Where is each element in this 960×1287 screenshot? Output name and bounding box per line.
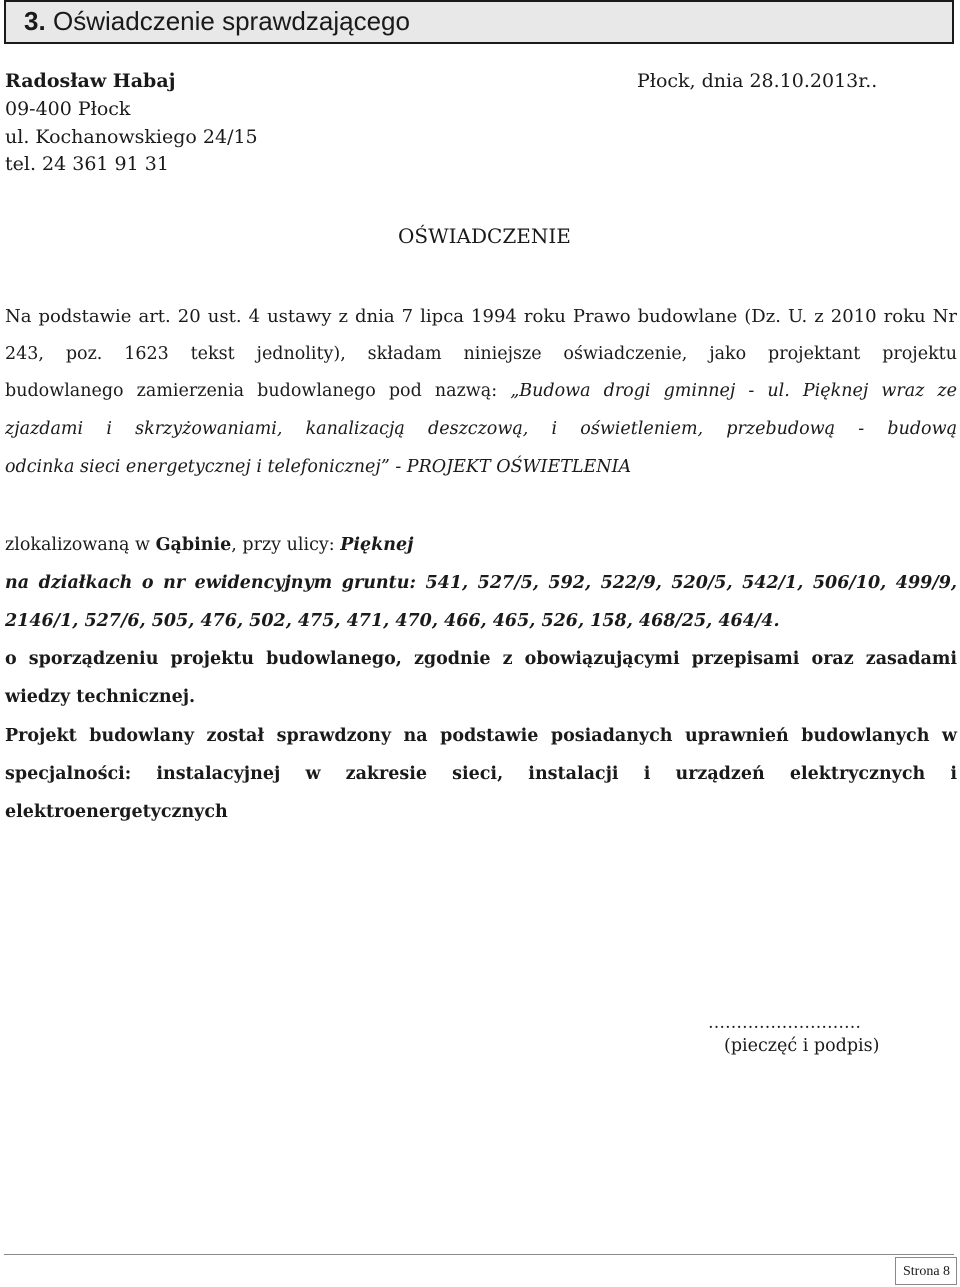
signature-label: (pieczęć i podpis) [724, 1036, 880, 1056]
para1-line3-prefix: budowlanego zamierzenia budowlanego pod nazwą: [5, 381, 511, 401]
section-number: 3. [24, 6, 46, 36]
parcels-line1: na działkach o nr ewidencyjnym gruntu: 541, 527/5, 592, 522/9, 520/5, 542/1, 506/10, 499/9, [5, 573, 957, 593]
para1-line2: 243, poz. 1623 tekst jednolity), składam niniejsze oświadczenie, jako projektant projektu [5, 344, 957, 364]
location-prefix: zlokalizowaną w [5, 535, 156, 555]
para1-line1: Na podstawie art. 20 ust. 4 ustawy z dnia 7 lipca 1994 roku Prawo budowlane (Dz. U. z 2010 roku Nr [5, 306, 957, 327]
location-line [5, 535, 414, 555]
footer-rule [4, 1254, 954, 1255]
verification-line3: elektroenergetycznych [5, 802, 228, 822]
para1-line3 [5, 381, 957, 401]
sender-postal: 09-400 Płock [5, 98, 131, 120]
section-header [4, 0, 954, 44]
location-middle: , przy ulicy: [231, 535, 341, 555]
statement-line1: o sporządzeniu projektu budowlanego, zgodnie z obowiązującymi przepisami oraz zasadami [5, 649, 957, 669]
section-title: Oświadczenie sprawdzającego [53, 6, 410, 36]
project-name-start: „Budowa drogi gminnej - ul. Pięknej wraz ze [510, 381, 957, 401]
page-number: Strona 8 [903, 1264, 951, 1279]
para1-line4: zjazdami i skrzyżowaniami, kanalizacją deszczową, i oświetleniem, przebudową - budową [5, 419, 957, 439]
document-title: OŚWIADCZENIE [398, 224, 571, 248]
sender-street: ul. Kochanowskiego 24/15 [5, 126, 258, 148]
verification-line2: specjalności: instalacyjnej w zakresie sieci, instalacji i urządzeń elektrycznych i [5, 764, 957, 784]
verification-line1: Projekt budowlany został sprawdzony na podstawie posiadanych uprawnień budowlanych w [5, 726, 957, 746]
place-date: Płock, dnia 28.10.2013r.. [637, 70, 878, 92]
para1-line5: odcinka sieci energetycznej i telefonicznej” - PROJEKT OŚWIETLENIA [5, 457, 632, 477]
sender-name: Radosław Habaj [5, 70, 176, 92]
statement-line2: wiedzy technicznej. [5, 687, 196, 707]
location-town: Gąbinie [155, 535, 232, 555]
signature-dots: ……………………… [708, 1013, 861, 1033]
parcels-line2: 2146/1, 527/6, 505, 476, 502, 475, 471, 470, 466, 465, 526, 158, 468/25, 464/4. [5, 611, 780, 631]
location-street: Pięknej [340, 535, 414, 555]
sender-phone: tel. 24 361 91 31 [5, 153, 169, 175]
